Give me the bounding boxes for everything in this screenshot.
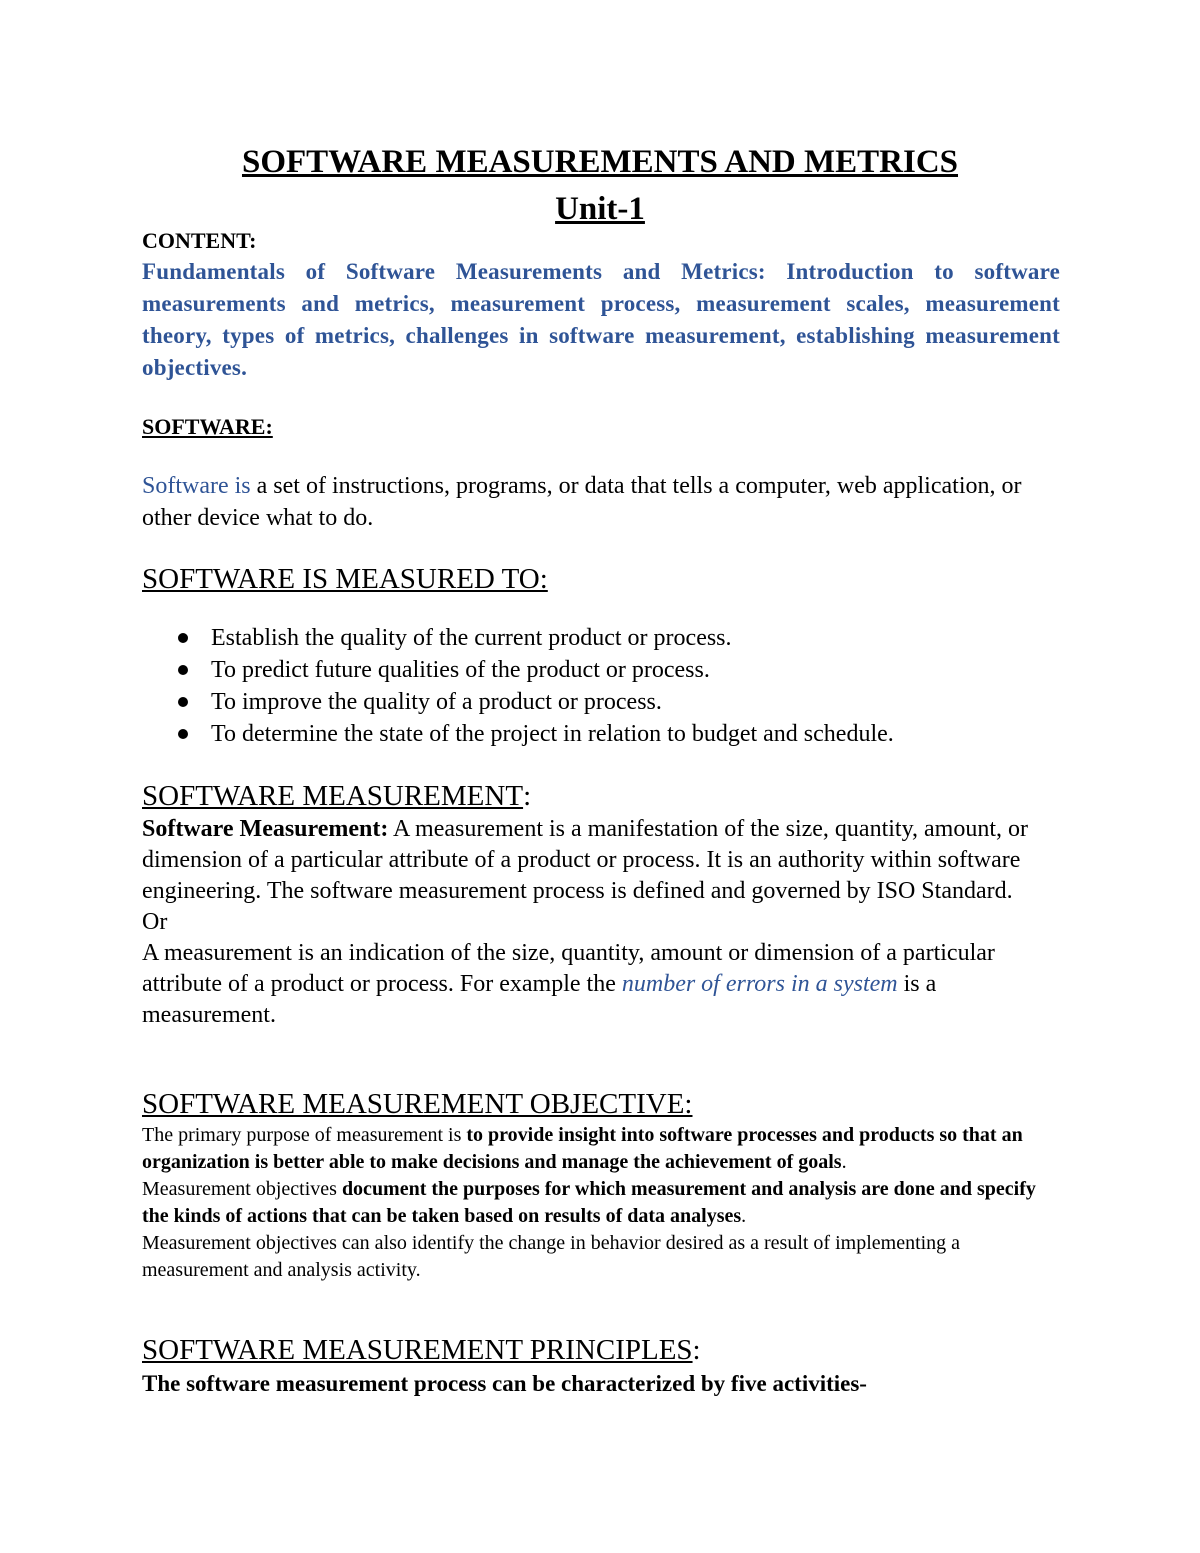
objective-paragraph-1 bbox=[142, 1122, 1060, 1176]
measurement-heading bbox=[142, 778, 1060, 814]
bullet-icon bbox=[178, 697, 188, 707]
alt-text-pre: A measurement is an indication of the size, quantity, amount or dimension of a particular attribute of a product or process. For example the bbox=[142, 940, 995, 997]
software-label: SOFTWARE: bbox=[142, 414, 273, 439]
measured-list bbox=[142, 622, 1060, 750]
objective-paragraph-3: Measurement objectives can also identify the change in behavior desired as a result of implementing a measurement and analysis activity. bbox=[142, 1232, 961, 1281]
bullet-icon bbox=[178, 729, 188, 739]
objective-text bbox=[142, 1122, 1060, 1284]
measurement-heading-text: SOFTWARE MEASUREMENT bbox=[142, 780, 524, 812]
principles-heading bbox=[142, 1332, 1060, 1368]
alt-example: number of errors in a system bbox=[621, 971, 898, 997]
or-text: Or bbox=[142, 909, 168, 935]
objective-p1-post: . bbox=[841, 1151, 847, 1173]
syllabus-text: Fundamentals of Software Measurements and Metrics: Introduction to software measurements and metrics, measurement process, measurement scales, measurement theory, types of metrics, challenges in software measurement, establishing measurement objectives. bbox=[142, 259, 1060, 380]
objective-paragraph-2 bbox=[142, 1176, 1060, 1230]
objective-p2-pre: Measurement objectives bbox=[142, 1178, 342, 1200]
objective-p2-bold: document the purposes for which measurement and analysis are done and specify the kinds of actions that can be taken based on results of data analyses bbox=[142, 1178, 1036, 1227]
objective-p1-pre: The primary purpose of measurement is bbox=[142, 1124, 467, 1146]
software-definition-rest: a set of instructions, programs, or data that tells a computer, web application, or other device what to do. bbox=[142, 473, 1022, 531]
content-label: CONTENT: bbox=[142, 228, 257, 253]
list-item-text: To predict future qualities of the product or process. bbox=[211, 657, 710, 683]
bullet-icon bbox=[178, 633, 188, 643]
measured-heading: SOFTWARE IS MEASURED TO: bbox=[142, 563, 548, 595]
measurement-paragraph bbox=[142, 814, 1060, 907]
alt-text-post: is a measurement. bbox=[142, 971, 937, 1028]
list-item-text: To determine the state of the project in relation to budget and schedule. bbox=[211, 721, 894, 747]
measurement-text: A measurement is a manifestation of the size, quantity, amount, or dimension of a particular attribute of a product or process. It is an authority within software engineering. The software measurement process is defined and governed by ISO Standard. bbox=[142, 816, 1028, 904]
measurement-term: Software Measurement: bbox=[142, 816, 389, 842]
objective-p2-post: . bbox=[741, 1205, 747, 1227]
list-item-text: To improve the quality of a product or process. bbox=[211, 689, 662, 715]
list-item bbox=[142, 622, 1060, 654]
measurement-heading-colon: : bbox=[523, 780, 532, 812]
measurement-definition bbox=[142, 814, 1060, 1031]
list-item bbox=[142, 654, 1060, 686]
list-item bbox=[142, 686, 1060, 718]
principles-text: The software measurement process can be characterized by five activities- bbox=[142, 1371, 867, 1396]
principles-heading-text: SOFTWARE MEASUREMENT PRINCIPLES bbox=[142, 1334, 693, 1366]
software-definition bbox=[142, 470, 1060, 534]
document-title: SOFTWARE MEASUREMENTS AND METRICS bbox=[241, 144, 959, 180]
list-item bbox=[142, 718, 1060, 750]
measurement-alt-paragraph bbox=[142, 938, 1060, 1031]
principles-heading-colon: : bbox=[692, 1334, 701, 1366]
objective-p1-bold: to provide insight into software processes and products so that an organization is better able to make decisions and manage the achievement of goals bbox=[142, 1124, 1023, 1173]
list-item-text: Establish the quality of the current product or process. bbox=[211, 625, 732, 651]
software-term: Software is bbox=[142, 473, 251, 499]
unit-heading: Unit-1 bbox=[555, 191, 645, 227]
objective-heading: SOFTWARE MEASUREMENT OBJECTIVE: bbox=[142, 1088, 693, 1120]
bullet-icon bbox=[178, 665, 188, 675]
